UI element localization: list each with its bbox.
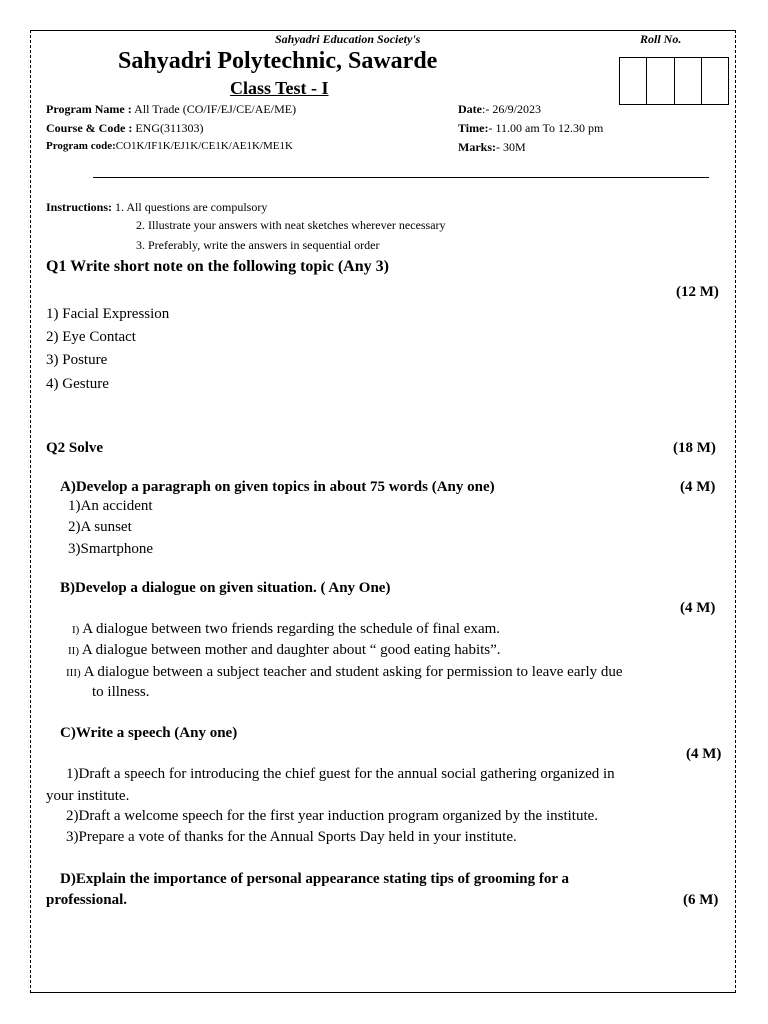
instruction-3: 3. Preferably, write the answers in sequential order xyxy=(136,238,380,252)
q2c-title: C)Write a speech (Any one) xyxy=(60,725,238,741)
roll-box-cell[interactable] xyxy=(647,58,674,104)
roll-box-cell[interactable] xyxy=(702,58,728,104)
q2b-item: III) A dialogue between a subject teacher and student asking for permission to leave early due xyxy=(66,664,623,680)
q2d-title: D)Explain the importance of personal appearance stating tips of grooming for a xyxy=(60,871,570,887)
q1-item: 1) Facial Expression xyxy=(46,306,170,322)
q2a-item: 1)An accident xyxy=(68,498,153,514)
q2a-marks: (4 M) xyxy=(680,479,716,495)
q2c-item-continuation: your institute. xyxy=(46,788,130,804)
q2a-title: A)Develop a paragraph on given topics in about 75 words (Any one) xyxy=(60,479,495,495)
q2d-marks: (6 M) xyxy=(683,892,719,908)
exam-time: Time:- 11.00 am To 12.30 pm xyxy=(458,121,604,135)
q2-marks: (18 M) xyxy=(673,440,716,456)
q2b-marks: (4 M) xyxy=(680,600,716,616)
q2b-title: B)Develop a dialogue on given situation. ( Any One) xyxy=(60,580,391,596)
course-code: Course & Code : ENG(311303) xyxy=(46,121,204,135)
roll-box-cell[interactable] xyxy=(675,58,702,104)
q2b-item: II) A dialogue between mother and daughter about “ good eating habits”. xyxy=(68,642,501,658)
q2c-item: 1)Draft a speech for introducing the chief guest for the annual social gathering organized in xyxy=(66,766,615,782)
q2b-item: I) A dialogue between two friends regarding the schedule of final exam. xyxy=(72,621,501,637)
q2a-item: 2)A sunset xyxy=(68,519,132,535)
q1-item: 4) Gesture xyxy=(46,376,109,392)
header-divider xyxy=(93,177,709,178)
q2c-marks: (4 M) xyxy=(686,746,722,762)
exam-date: Date:- 26/9/2023 xyxy=(458,102,541,116)
q1-item: 3) Posture xyxy=(46,352,108,368)
q1-item: 2) Eye Contact xyxy=(46,329,136,345)
society-name: Sahyadri Education Society's xyxy=(275,32,421,46)
program-name: Program Name : All Trade (CO/IF/EJ/CE/AE/ME) xyxy=(46,102,297,116)
instruction-2: 2. Illustrate your answers with neat sketches wherever necessary xyxy=(136,218,446,232)
q2c-item: 3)Prepare a vote of thanks for the Annual Sports Day held in your institute. xyxy=(66,829,517,845)
instruction-1: Instructions: 1. All questions are compulsory xyxy=(46,200,268,214)
q2c-item: 2)Draft a welcome speech for the first year induction program organized by the institute. xyxy=(66,808,599,824)
roll-no-label: Roll No. xyxy=(640,32,682,46)
exam-marks: Marks:- 30M xyxy=(458,140,526,154)
test-title: Class Test - I xyxy=(230,78,329,98)
q2b-item-continuation: to illness. xyxy=(92,684,150,700)
q1-marks: (12 M) xyxy=(676,284,719,300)
q1-title: Q1 Write short note on the following topic (Any 3) xyxy=(46,258,389,275)
college-name: Sahyadri Polytechnic, Sawarde xyxy=(118,48,438,74)
q2d-title-continuation: professional. xyxy=(46,892,127,908)
roll-number-boxes[interactable] xyxy=(619,57,729,105)
roll-box-cell[interactable] xyxy=(620,58,647,104)
q2-title: Q2 Solve xyxy=(46,440,104,456)
program-code: Program code:CO1K/IF1K/EJ1K/CE1K/AE1K/ME1K xyxy=(46,140,293,152)
q2a-item: 3)Smartphone xyxy=(68,541,153,557)
